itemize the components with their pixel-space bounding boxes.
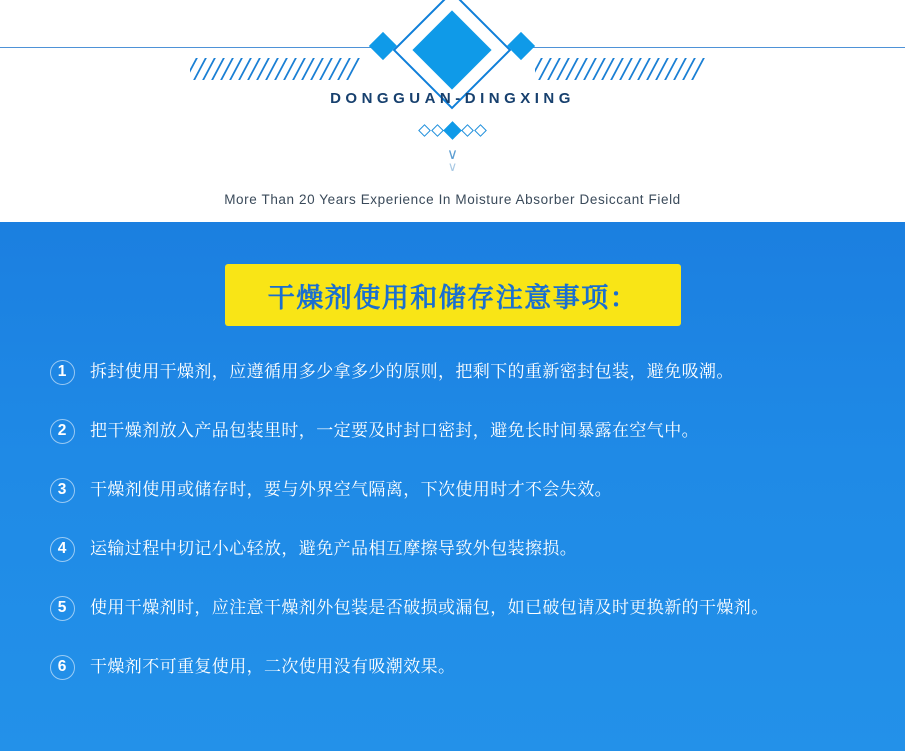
main-content — [0, 222, 905, 751]
list-item-number: 5 — [48, 597, 76, 619]
list-item-text: 运输过程中切记小心轻放，避免产品相互摩擦导致外包装擦损。 — [90, 539, 578, 558]
notice-list — [0, 360, 905, 714]
page-header — [0, 0, 905, 222]
list-item-number: 2 — [48, 420, 76, 442]
list-item — [0, 596, 905, 655]
list-item-number: 1 — [48, 361, 76, 383]
header-tagline: More Than 20 Years Experience In Moisture Absorber Desiccant Field — [224, 192, 681, 207]
section-title-banner — [225, 264, 681, 326]
list-item — [0, 360, 905, 419]
diamond-small-icon — [418, 124, 431, 137]
list-item-text: 干燥剂使用或储存时，要与外界空气隔离，下次使用时才不会失效。 — [90, 480, 612, 499]
diamond-small-icon — [461, 124, 474, 137]
list-item — [0, 478, 905, 537]
list-item — [0, 537, 905, 596]
list-item-number: 6 — [48, 656, 76, 678]
diamond-accent-right-icon — [507, 32, 535, 60]
list-item — [0, 655, 905, 714]
page-title: 干燥剂使用和储存注意事项： — [267, 282, 639, 313]
list-item-number: 3 — [48, 479, 76, 501]
hatch-stripes-right — [535, 58, 705, 80]
list-item — [0, 419, 905, 478]
list-item-text: 拆封使用干燥剂，应遵循用多少拿多少的原则，把剩下的重新密封包装，避免吸潮。 — [90, 362, 734, 381]
diamond-accent-left-icon — [369, 32, 397, 60]
list-item-text: 使用干燥剂时，应注意干燥剂外包装是否破损或漏包，如已破包请及时更换新的干燥剂。 — [90, 598, 769, 617]
diamond-small-icon — [474, 124, 487, 137]
chevron-down-icon: ∨ — [447, 159, 458, 174]
list-item-text: 干燥剂不可重复使用，二次使用没有吸潮效果。 — [90, 657, 456, 676]
hatch-stripes-left — [190, 58, 360, 80]
diamond-ornament-row — [0, 121, 905, 139]
list-item-number: 4 — [48, 538, 76, 560]
chevron-down-icon: ∨ — [447, 146, 458, 163]
brand-name: DONGGUAN-DINGXING — [330, 90, 575, 107]
list-item-text: 把干燥剂放入产品包装里时，一定要及时封口密封，避免长时间暴露在空气中。 — [90, 421, 699, 440]
diamond-filled-icon — [443, 121, 461, 139]
